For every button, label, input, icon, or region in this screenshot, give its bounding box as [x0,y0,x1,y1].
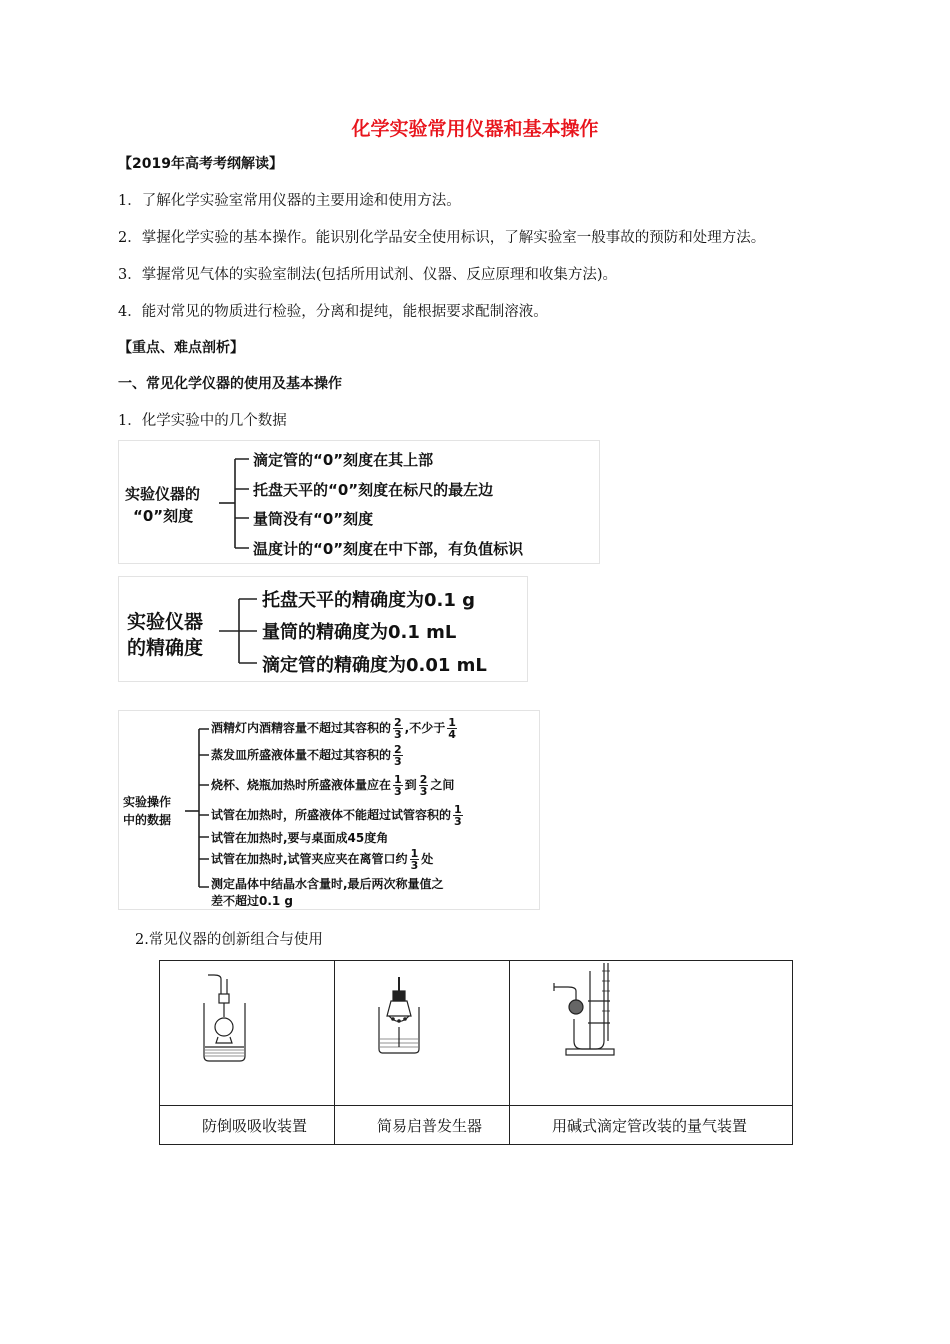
diagram-item: 量筒没有“0”刻度 [253,510,374,528]
operation-item-6: 试管在加热时,试管夹应夹在离管口约 $\frac{1}{3}$ 处 [211,847,434,872]
diagram-label: 中的数据 [123,813,172,827]
diagram-item: 滴定管的“0”刻度在其上部 [253,451,434,469]
operation-item-1: 酒精灯内酒精容量不超过其容积的 $\frac{2}{3}$ ,不少于 $\frac{1}{4}$ [211,716,456,741]
diagram-operation-data [118,710,540,910]
objective-item-1: 1．了解化学实验室常用仪器的主要用途和使用方法。 [118,193,461,209]
diagram-label: 实验仪器 [127,611,204,633]
apparatus-image-cell [335,961,510,1106]
fraction: $\frac{1}{3}$ [454,803,462,828]
operation-item-7: 测定晶体中结晶水含量时,最后两次称量值之 [211,877,444,891]
diagram-label: “0”刻度 [133,507,194,525]
diagram-label: 实验操作 [123,795,172,809]
objective-item-3: 3．掌握常见气体的实验室制法(包括所用试剂、仪器、反应原理和收集方法)。 [118,267,618,283]
apparatus-image-cell [510,961,793,1106]
anti-suckback-apparatus-figure [160,961,334,1101]
apparatus-caption: 用碱式滴定管改装的量气装置 [510,1106,793,1145]
fraction: $\frac{1}{3}$ [394,773,402,798]
operation-item-7b: 差不超过0.1 g [211,894,294,908]
objective-item-2: 2．掌握化学实验的基本操作。能识别化学品安全使用标识，了解实验室一般事故的预防和处理方法。 [118,230,766,246]
diagram-item: 量筒的精确度为0.1 mL [262,622,457,643]
diagram-zero-marks [118,440,600,564]
fraction: $\frac{2}{3}$ [394,743,402,768]
fraction: $\frac{2}{3}$ [419,773,428,798]
apparatus-caption: 简易启普发生器 [335,1106,510,1145]
diagram-item: 托盘天平的精确度为0.1 g [262,590,476,611]
operation-item-5: 试管在加热时,要与桌面成45度角 [211,831,389,845]
section-exam-heading: 【2019年高考考纲解读】 [118,156,283,172]
kipp-generator-figure [335,961,509,1101]
diagram-item: 托盘天平的“0”刻度在标尺的最左边 [253,481,494,499]
diagram-precision [118,576,528,682]
fraction: $\frac{2}{3}$ [394,716,402,741]
page-title: 化学实验常用仪器和基本操作 [351,118,599,140]
apparatus-image-cell [160,961,335,1106]
fraction: $\frac{1}{4}$ [448,716,456,741]
diagram-label: 实验仪器的 [125,485,201,503]
diagram-item: 温度计的“0”刻度在中下部，有负值标识 [253,540,524,558]
diagram-item: 滴定管的精确度为0.01 mL [262,655,487,676]
objective-item-4: 4．能对常见的物质进行检验，分离和提纯，能根据要求配制溶液。 [118,304,548,320]
section-key-heading: 【重点、难点剖析】 [118,340,244,356]
apparatus-table [159,960,793,1145]
operation-item-2: 蒸发皿所盛液体量不超过其容积的 $\frac{2}{3}$ [211,743,402,768]
diagram-label: 的精确度 [127,637,204,659]
subheading-data: 1．化学实验中的几个数据 [118,413,287,429]
gas-measuring-apparatus-figure [510,961,792,1101]
fraction: $\frac{1}{3}$ [410,847,419,872]
subheading-apparatus: 2.常见仪器的创新组合与使用 [135,932,323,948]
heading-instruments: 一、常见化学仪器的使用及基本操作 [118,376,342,392]
apparatus-caption: 防倒吸吸收装置 [160,1106,335,1145]
operation-item-3: 烧杯、烧瓶加热时所盛液体量应在 $\frac{1}{3}$ 到 $\frac{2}{3}$ 之间 [211,773,455,798]
operation-item-4: 试管在加热时，所盛液体不能超过试管容积的 $\frac{1}{3}$ [211,803,462,828]
